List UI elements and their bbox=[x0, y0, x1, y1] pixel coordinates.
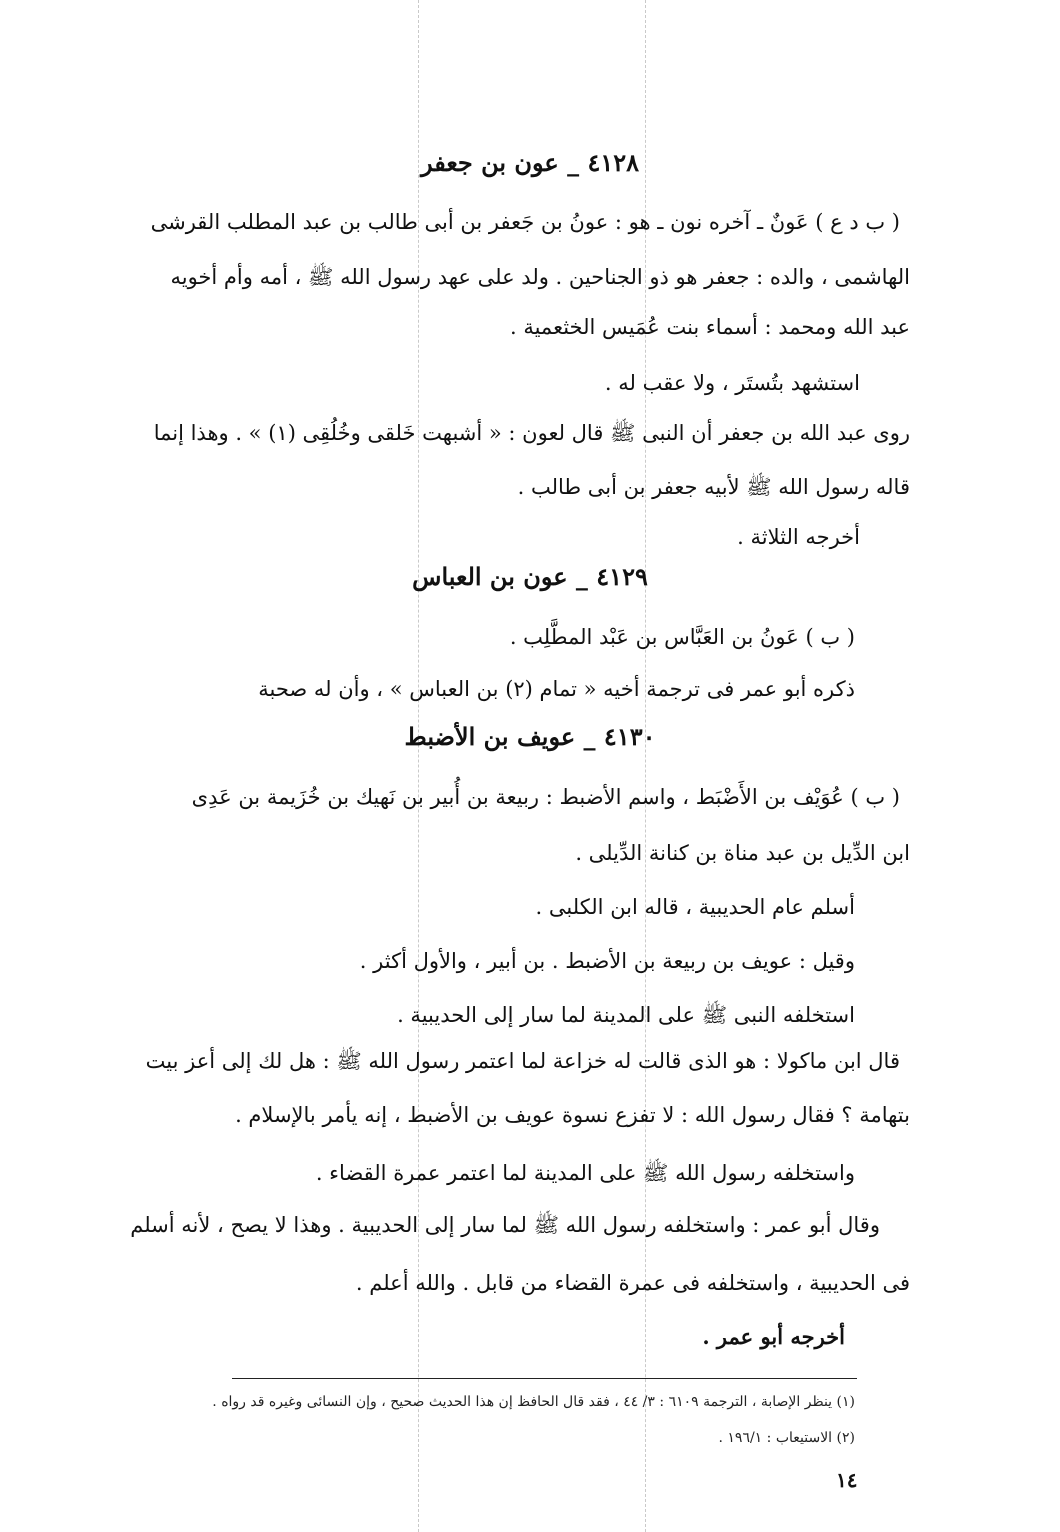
text-line: قال ابن ماكولا : هو الذى قالت له خزاعة لما اعتمر رسول الله ﷺ : هل لك إلى أعز بيت bbox=[145, 1049, 900, 1073]
entry-title: ٤١٢٨ _ عون بن جعفر bbox=[420, 148, 640, 177]
text-line: الهاشمى ، والده : جعفر هو ذو الجناحين . ولد على عهد رسول الله ﷺ ، أمه وأم أخويه bbox=[170, 265, 910, 289]
text-line: روى عبد الله بن جعفر أن النبى ﷺ قال لعون : « أشبهت خَلقى وخُلُقِى (١) » . وهذا إنما bbox=[153, 421, 910, 445]
footnote: (٢) الاستيعاب : ١٩٦/١ . bbox=[718, 1430, 855, 1446]
text-line: وقيل : عويف بن ربيعة بن الأضبط . بن أبير ، والأول أكثر . bbox=[359, 949, 855, 973]
text-line: ذكره أبو عمر فى ترجمة أخيه « تمام (٢) بن العباس » ، وأن له صحبة bbox=[258, 677, 855, 701]
entry-title: ٤١٣٠ _ عويف بن الأضبط bbox=[404, 722, 656, 751]
text-line: ابن الدِّيل بن عبد مناة بن كنانة الدِّيلى . bbox=[575, 841, 910, 865]
text-line: ( ب د ع ) عَونٌ ـ آخره نون ـ هو : عونُ بن جَعفر بن أبى طالب بن عبد المطلب القرشى bbox=[150, 210, 900, 234]
entry-title: ٤١٢٩ _ عون بن العباس bbox=[412, 562, 648, 591]
text-line: ( ب ) عُوَيْف بن الأَضْبَط ، واسم الأضبط : ربيعة بن أُبير بن نَهيك بن خُزَيمة بن عَدِى bbox=[191, 785, 900, 809]
text-line: أسلم عام الحديبية ، قاله ابن الكلبى . bbox=[535, 895, 855, 919]
text-line: بتهامة ؟ فقال رسول الله : لا تفزع نسوة عويف بن الأضبط ، إنه يأمر بالإسلام . bbox=[235, 1103, 910, 1127]
text-line: وقال أبو عمر : واستخلفه رسول الله ﷺ لما سار إلى الحديبية . وهذا لا يصح ، لأنه أسلم bbox=[130, 1213, 880, 1237]
text-line: فى الحديبية ، واستخلفه فى عمرة القضاء من قابل . والله أعلم . bbox=[355, 1271, 910, 1295]
text-line: واستخلفه رسول الله ﷺ على المدينة لما اعتمر عمرة القضاء . bbox=[315, 1161, 855, 1185]
text-line: استخلفه النبى ﷺ على المدينة لما سار إلى الحديبية . bbox=[397, 1003, 855, 1027]
text-line: عبد الله ومحمد : أسماء بنت عُمَيس الخثعمية . bbox=[509, 315, 910, 339]
text-line: قاله رسول الله ﷺ لأبيه جعفر بن أبى طالب . bbox=[517, 475, 910, 499]
text-line: أخرجه الثلاثة . bbox=[737, 525, 860, 549]
footnote-separator bbox=[232, 1378, 857, 1379]
footnote: (١) ينظر الإصابة ، الترجمة ٦١٠٩ : ٣/ ٤٤ ، فقد قال الحافظ إن هذا الحديث صحيح ، وإن النسائى وغيره قد رواه . bbox=[212, 1394, 855, 1410]
page-number: ١٤ bbox=[836, 1468, 858, 1492]
text-line: استشهد بتُستَر ، ولا عقب له . bbox=[604, 371, 860, 395]
text-line: ( ب ) عَونُ بن العَبَّاس بن عَبْد المطَّلِب . bbox=[509, 625, 855, 649]
text-line: أخرجه أبو عمر . bbox=[702, 1324, 845, 1349]
